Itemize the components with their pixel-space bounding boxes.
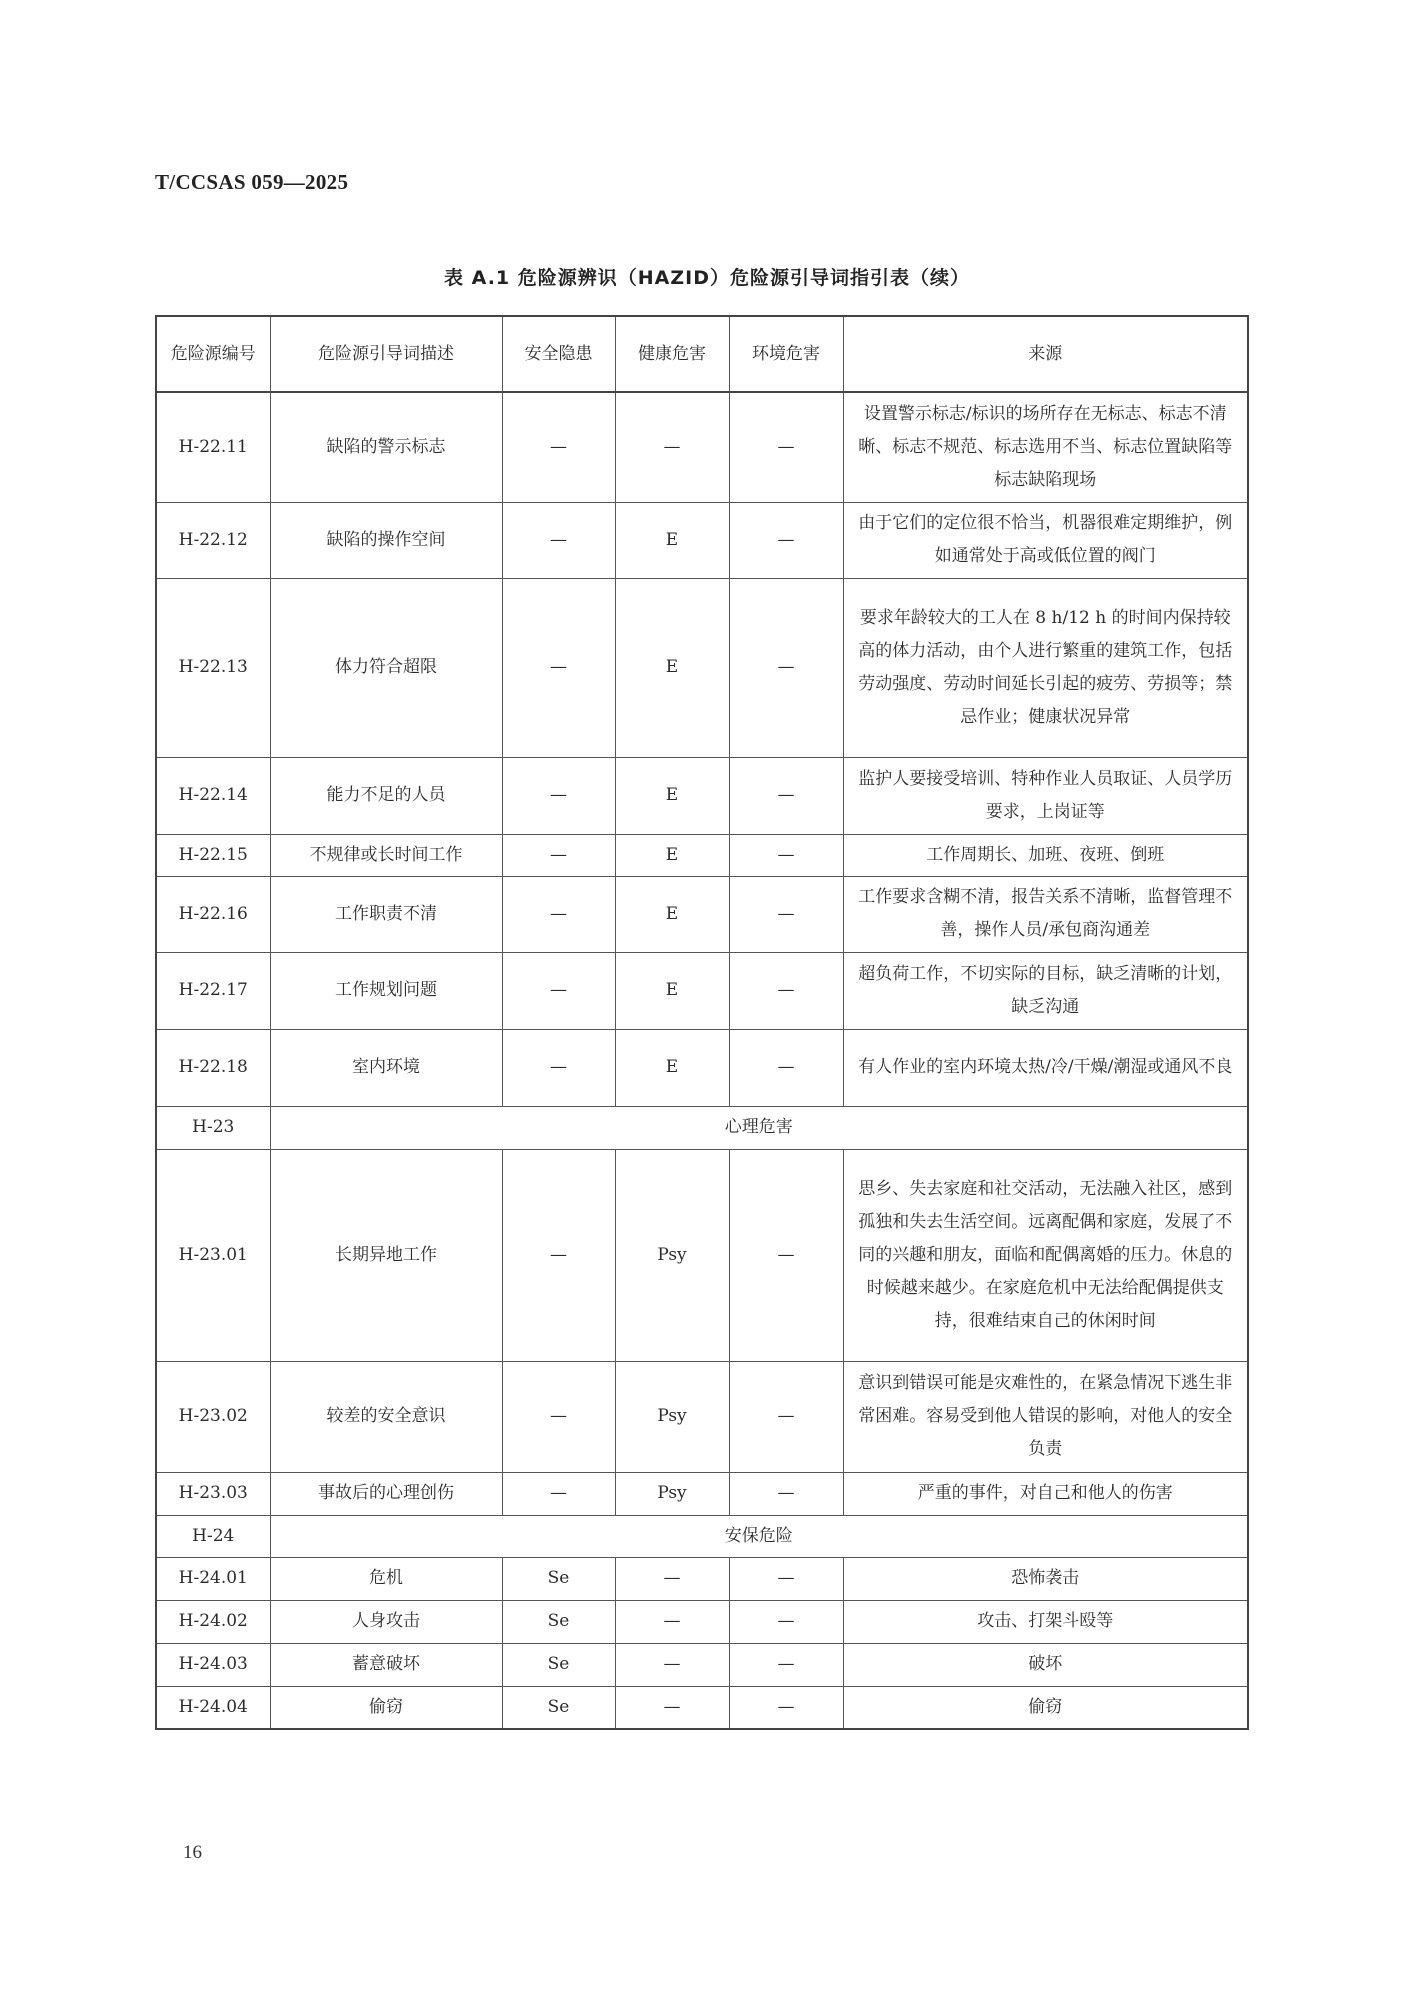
table-row — [156, 876, 1248, 952]
safety-hazard-mark: — — [502, 757, 615, 834]
group-label: 心理危害 — [270, 1106, 1248, 1149]
hazard-source: 严重的事件，对自己和他人的伤害 — [843, 1472, 1248, 1515]
hazard-source: 破坏 — [843, 1643, 1248, 1686]
hazard-description: 危机 — [270, 1557, 502, 1600]
environment-hazard-mark: — — [729, 1472, 843, 1515]
hazard-source: 超负荷工作，不切实际的目标，缺乏清晰的计划，缺乏沟通 — [843, 952, 1248, 1029]
hazard-code: H-24.02 — [156, 1600, 270, 1643]
hazard-description: 长期异地工作 — [270, 1149, 502, 1361]
hazard-source: 监护人要接受培训、特种作业人员取证、人员学历要求，上岗证等 — [843, 757, 1248, 834]
hazard-source: 设置警示标志/标识的场所存在无标志、标志不清晰、标志不规范、标志选用不当、标志位置缺陷等标志缺陷现场 — [843, 392, 1248, 502]
health-hazard-mark: Psy — [615, 1149, 729, 1361]
health-hazard-mark: E — [615, 757, 729, 834]
hazard-code: H-24.04 — [156, 1686, 270, 1729]
hazard-code: H-24.01 — [156, 1557, 270, 1600]
hazard-code: H-22.12 — [156, 502, 270, 578]
health-hazard-mark: — — [615, 1643, 729, 1686]
hazard-description: 缺陷的警示标志 — [270, 392, 502, 502]
table-row — [156, 578, 1248, 757]
table-row — [156, 1600, 1248, 1643]
hazard-code: H-22.13 — [156, 578, 270, 757]
environment-hazard-mark: — — [729, 952, 843, 1029]
hazard-source: 工作要求含糊不清，报告关系不清晰，监督管理不善，操作人员/承包商沟通差 — [843, 876, 1248, 952]
table-row — [156, 1472, 1248, 1515]
environment-hazard-mark: — — [729, 502, 843, 578]
column-header-safety: 安全隐患 — [502, 316, 615, 392]
hazard-description: 缺陷的操作空间 — [270, 502, 502, 578]
hazard-description: 工作职责不清 — [270, 876, 502, 952]
health-hazard-mark: E — [615, 1029, 729, 1106]
environment-hazard-mark: — — [729, 1149, 843, 1361]
safety-hazard-mark: — — [502, 1472, 615, 1515]
table-row — [156, 502, 1248, 578]
hazard-source: 思乡、失去家庭和社交活动，无法融入社区，感到孤独和失去生活空间。远离配偶和家庭，发展了不同的兴趣和朋友，面临和配偶离婚的压力。休息的时候越来越少。在家庭危机中无法给配偶提供支持，很难结束自己的休闲时间 — [843, 1149, 1248, 1361]
table-row — [156, 1643, 1248, 1686]
column-header-health: 健康危害 — [615, 316, 729, 392]
hazard-source: 由于它们的定位很不恰当，机器很难定期维护，例如通常处于高或低位置的阀门 — [843, 502, 1248, 578]
safety-hazard-mark: Se — [502, 1643, 615, 1686]
page-number: 16 — [183, 1842, 202, 1863]
health-hazard-mark: E — [615, 952, 729, 1029]
hazard-source: 要求年龄较大的工人在 8 h/12 h 的时间内保持较高的体力活动，由个人进行繁重的建筑工作，包括劳动强度、劳动时间延长引起的疲劳、劳损等；禁忌作业；健康状况异常 — [843, 578, 1248, 757]
safety-hazard-mark: — — [502, 876, 615, 952]
table-row — [156, 1149, 1248, 1361]
hazard-source: 偷窃 — [843, 1686, 1248, 1729]
environment-hazard-mark: — — [729, 1686, 843, 1729]
table-header-row — [156, 316, 1248, 392]
safety-hazard-mark: — — [502, 1361, 615, 1472]
hazard-source: 恐怖袭击 — [843, 1557, 1248, 1600]
health-hazard-mark: — — [615, 1557, 729, 1600]
document-code: T/CCSAS 059—2025 — [155, 170, 349, 194]
safety-hazard-mark: Se — [502, 1600, 615, 1643]
health-hazard-mark: Psy — [615, 1472, 729, 1515]
safety-hazard-mark: — — [502, 578, 615, 757]
column-header-description: 危险源引导词描述 — [270, 316, 502, 392]
table-row — [156, 757, 1248, 834]
safety-hazard-mark: Se — [502, 1686, 615, 1729]
hazard-code: H-23.01 — [156, 1149, 270, 1361]
hazard-code: H-24 — [156, 1515, 270, 1557]
health-hazard-mark: — — [615, 1686, 729, 1729]
health-hazard-mark: E — [615, 502, 729, 578]
hazard-code: H-22.15 — [156, 834, 270, 876]
hazard-description: 能力不足的人员 — [270, 757, 502, 834]
hazard-description: 蓄意破坏 — [270, 1643, 502, 1686]
table-row — [156, 392, 1248, 502]
hazard-source: 工作周期长、加班、夜班、倒班 — [843, 834, 1248, 876]
environment-hazard-mark: — — [729, 1029, 843, 1106]
hazard-description: 人身攻击 — [270, 1600, 502, 1643]
safety-hazard-mark: — — [502, 1029, 615, 1106]
table-body — [156, 392, 1248, 1729]
group-row — [156, 1515, 1248, 1557]
hazard-code: H-22.18 — [156, 1029, 270, 1106]
hazard-description: 工作规划问题 — [270, 952, 502, 1029]
hazard-description: 偷窃 — [270, 1686, 502, 1729]
hazard-code: H-23.02 — [156, 1361, 270, 1472]
table-row — [156, 952, 1248, 1029]
environment-hazard-mark: — — [729, 757, 843, 834]
hazid-guideword-table — [155, 315, 1249, 1730]
column-header-code: 危险源编号 — [156, 316, 270, 392]
hazard-description: 室内环境 — [270, 1029, 502, 1106]
group-row — [156, 1106, 1248, 1149]
health-hazard-mark: — — [615, 392, 729, 502]
environment-hazard-mark: — — [729, 1557, 843, 1600]
hazard-code: H-22.14 — [156, 757, 270, 834]
column-header-source: 来源 — [843, 316, 1248, 392]
hazard-description: 事故后的心理创伤 — [270, 1472, 502, 1515]
hazard-source: 意识到错误可能是灾难性的，在紧急情况下逃生非常困难。容易受到他人错误的影响，对他人的安全负责 — [843, 1361, 1248, 1472]
environment-hazard-mark: — — [729, 578, 843, 757]
hazard-source: 有人作业的室内环境太热/冷/干燥/潮湿或通风不良 — [843, 1029, 1248, 1106]
environment-hazard-mark: — — [729, 876, 843, 952]
table-row — [156, 834, 1248, 876]
table-row — [156, 1029, 1248, 1106]
hazard-code: H-22.16 — [156, 876, 270, 952]
health-hazard-mark: E — [615, 578, 729, 757]
hazard-code: H-23.03 — [156, 1472, 270, 1515]
hazard-code: H-22.11 — [156, 392, 270, 502]
safety-hazard-mark: — — [502, 952, 615, 1029]
table-title: 表 A.1 危险源辨识（HAZID）危险源引导词指引表（续） — [444, 267, 970, 289]
environment-hazard-mark: — — [729, 1361, 843, 1472]
health-hazard-mark: — — [615, 1600, 729, 1643]
hazard-description: 不规律或长时间工作 — [270, 834, 502, 876]
safety-hazard-mark: — — [502, 834, 615, 876]
environment-hazard-mark: — — [729, 834, 843, 876]
column-header-environment: 环境危害 — [729, 316, 843, 392]
hazard-description: 较差的安全意识 — [270, 1361, 502, 1472]
table-row — [156, 1557, 1248, 1600]
hazard-code: H-23 — [156, 1106, 270, 1149]
health-hazard-mark: Psy — [615, 1361, 729, 1472]
hazard-description: 体力符合超限 — [270, 578, 502, 757]
hazard-code: H-22.17 — [156, 952, 270, 1029]
environment-hazard-mark: — — [729, 1643, 843, 1686]
safety-hazard-mark: Se — [502, 1557, 615, 1600]
table-row — [156, 1686, 1248, 1729]
environment-hazard-mark: — — [729, 392, 843, 502]
health-hazard-mark: E — [615, 834, 729, 876]
environment-hazard-mark: — — [729, 1600, 843, 1643]
safety-hazard-mark: — — [502, 1149, 615, 1361]
health-hazard-mark: E — [615, 876, 729, 952]
safety-hazard-mark: — — [502, 502, 615, 578]
group-label: 安保危险 — [270, 1515, 1248, 1557]
hazard-code: H-24.03 — [156, 1643, 270, 1686]
hazard-source: 攻击、打架斗殴等 — [843, 1600, 1248, 1643]
safety-hazard-mark: — — [502, 392, 615, 502]
table-row — [156, 1361, 1248, 1472]
